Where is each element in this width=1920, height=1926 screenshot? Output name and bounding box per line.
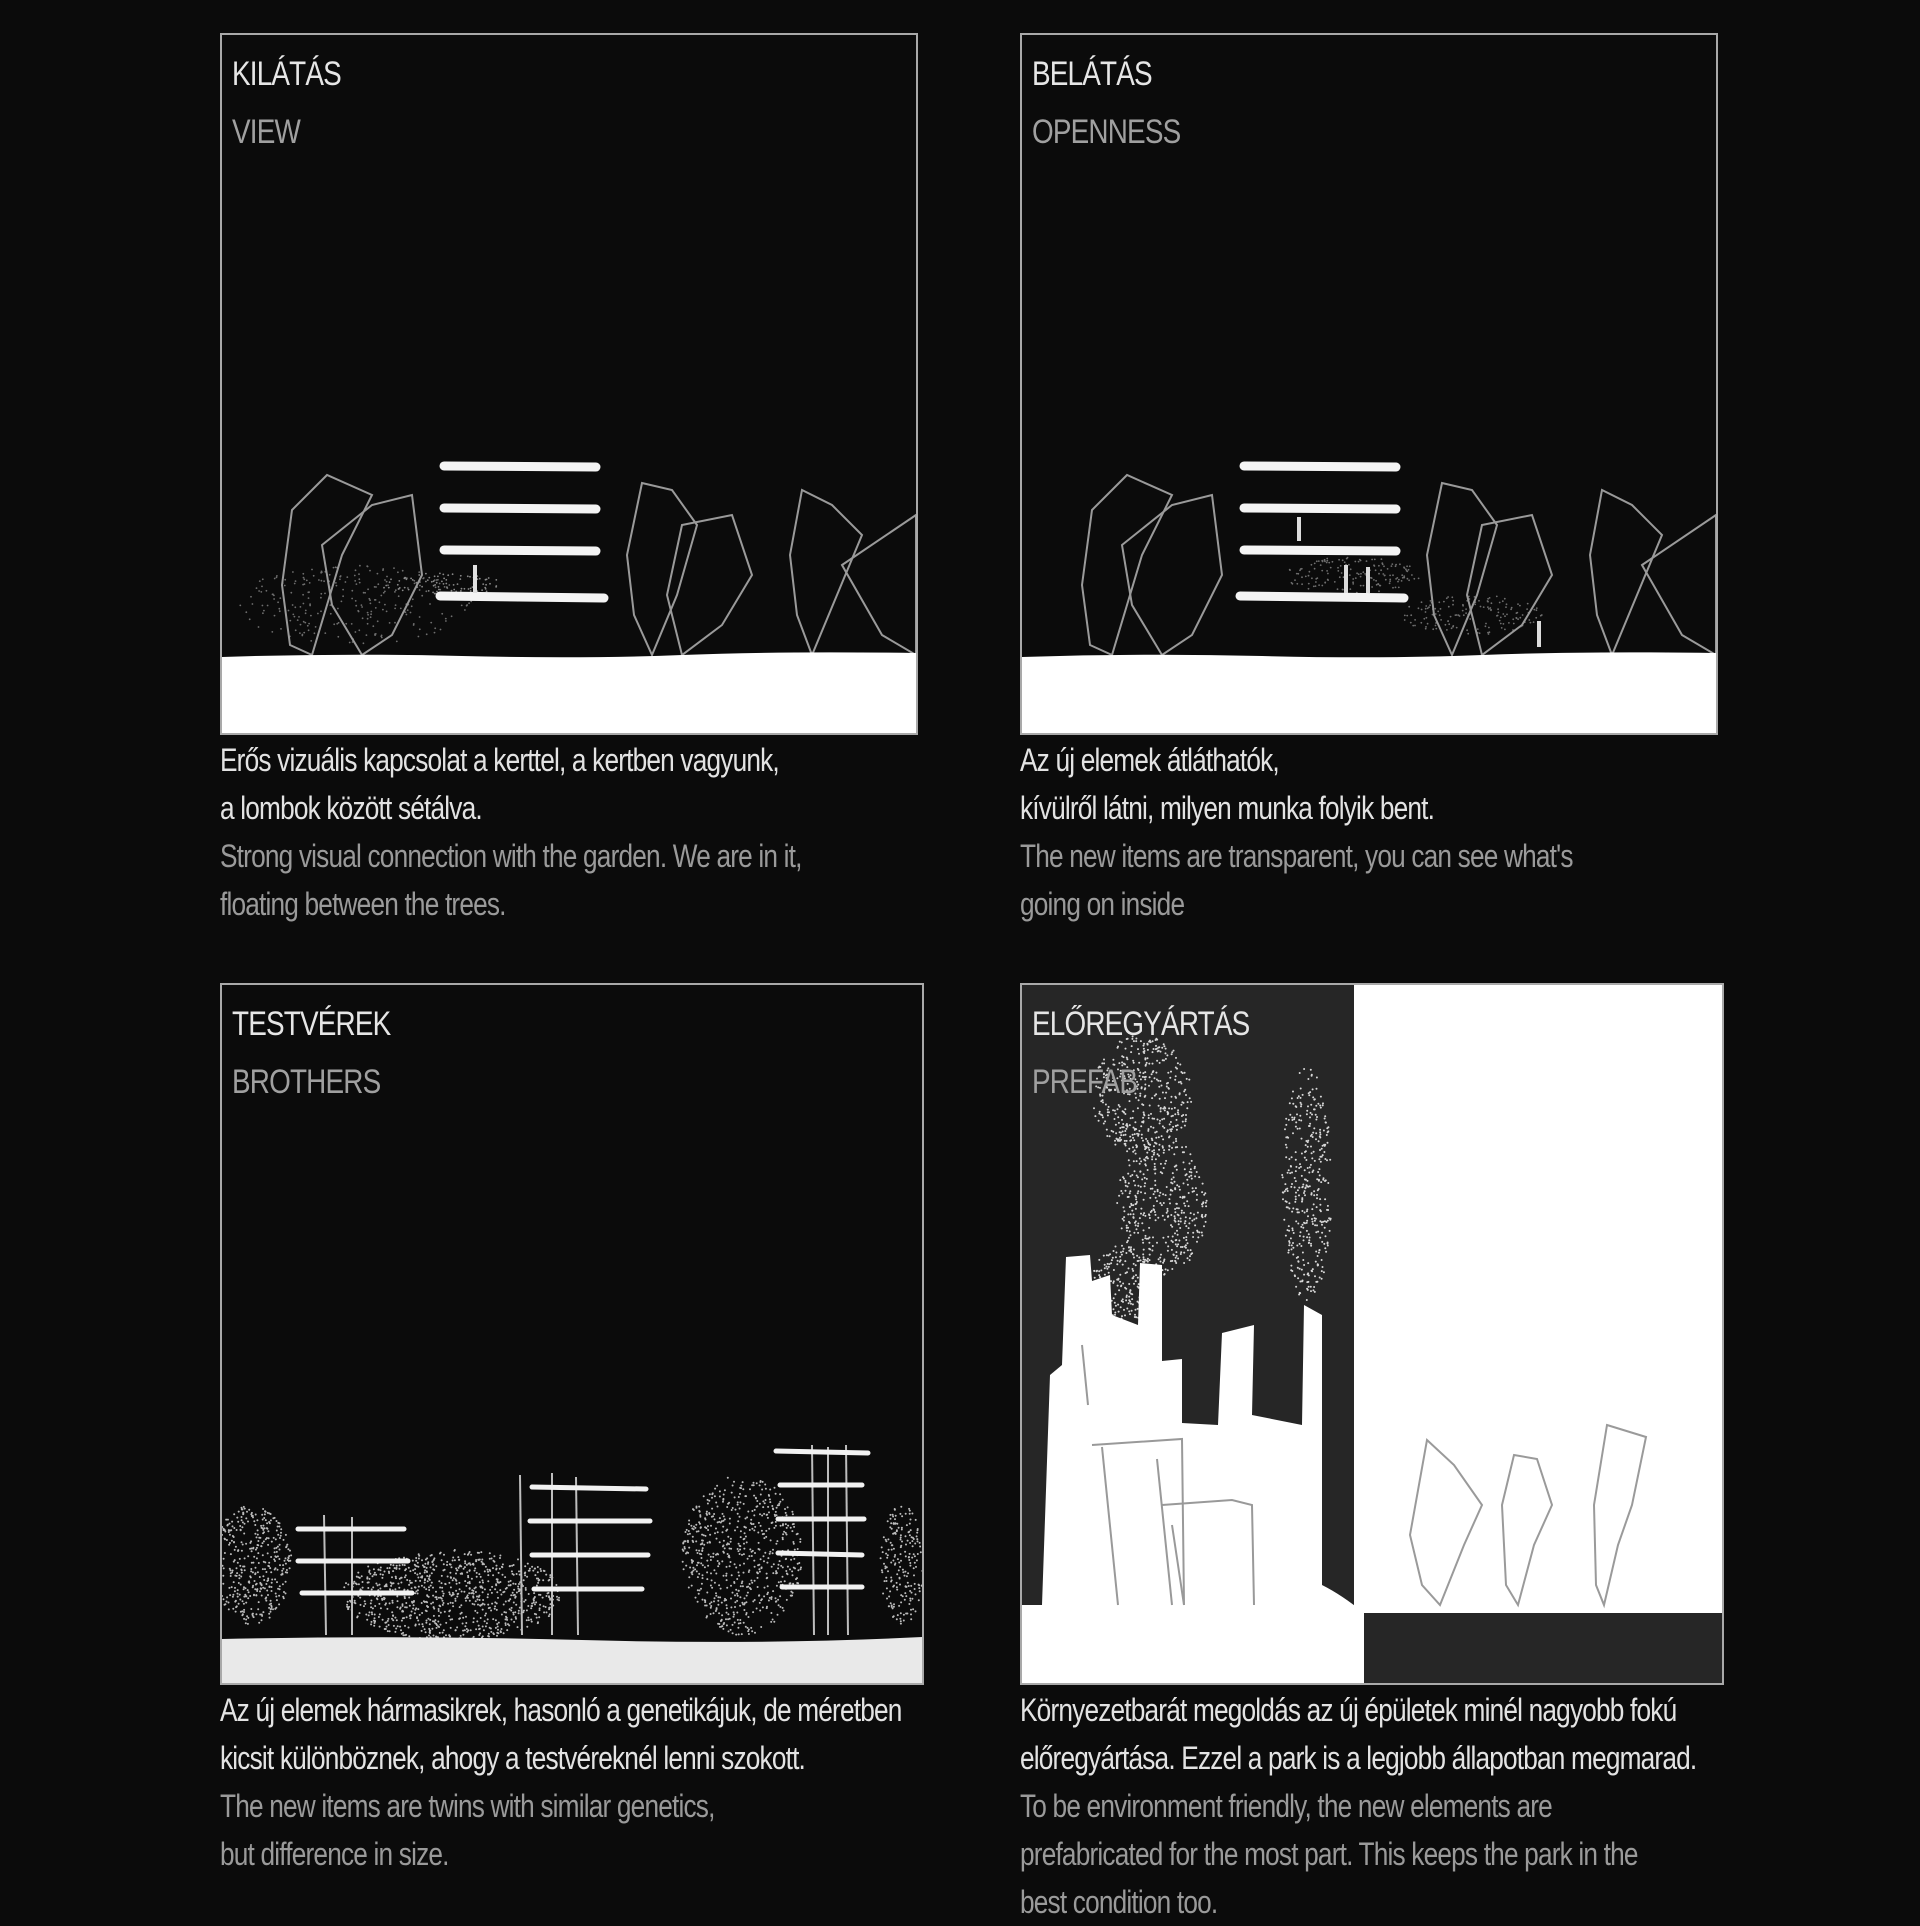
panel-openness-illustration <box>1020 33 1718 735</box>
prefab-dark-ground <box>1364 1613 1722 1683</box>
openness-caption <box>1020 736 1573 928</box>
view-caption-en-line1: Strong visual connection with the garden. We are in it, <box>220 838 802 874</box>
prefab-caption-en-line3: best condition too. <box>1020 1884 1218 1920</box>
prefab-caption-en-line1: To be environment friendly, the new elements are <box>1020 1788 1552 1824</box>
brothers-caption-hu-line1: Az új elemek hármasikrek, hasonló a genetikájuk, de méretben <box>220 1692 902 1728</box>
openness-people <box>1297 517 1541 647</box>
brothers-title-hu: TESTVÉREK <box>232 1005 391 1043</box>
prefab-white-side <box>1354 985 1722 1615</box>
view-spray-dots <box>239 565 497 644</box>
prefab-title-hu: ELŐREGYÁRTÁS <box>1032 1005 1250 1043</box>
openness-trees <box>1082 475 1716 655</box>
brothers-ground <box>222 1637 922 1683</box>
openness-title-hu: BELÁTÁS <box>1032 55 1152 93</box>
view-ground <box>222 652 916 733</box>
brothers-caption-en-line1: The new items are twins with similar genetics, <box>220 1788 715 1824</box>
brothers-title-en: BROTHERS <box>232 1063 381 1101</box>
openness-caption-hu-line1: Az új elemek átláthatók, <box>1020 742 1279 778</box>
brothers-floors <box>298 1451 868 1593</box>
prefab-title <box>1032 995 1249 1111</box>
view-caption-hu-line1: Erős vizuális kapcsolat a kerttel, a kertben vagyunk, <box>220 742 779 778</box>
brothers-title <box>232 995 390 1111</box>
openness-building-floors <box>1240 466 1404 598</box>
openness-title <box>1032 45 1180 161</box>
openness-caption-en-line1: The new items are transparent, you can see what's <box>1020 838 1573 874</box>
prefab-caption <box>1020 1686 1696 1926</box>
prefab-title-en: PREFAB <box>1032 1063 1138 1101</box>
prefab-caption-hu-line2: előregyártása. Ezzel a park is a legjobb állapotban megmarad. <box>1020 1740 1697 1776</box>
view-trees <box>282 475 916 655</box>
view-title-hu: KILÁTÁS <box>232 55 341 93</box>
view-caption <box>220 736 802 928</box>
view-caption-hu-line2: a lombok között sétálva. <box>220 790 482 826</box>
panel-view-illustration <box>220 33 918 735</box>
view-title <box>232 45 341 161</box>
panel-brothers-illustration <box>220 983 924 1685</box>
brothers-caption-hu-line2: kicsit különböznek, ahogy a testvéreknél lenni szokott. <box>220 1740 806 1776</box>
panel-prefab-illustration <box>1020 983 1724 1685</box>
openness-ground <box>1022 652 1716 733</box>
openness-caption-hu-line2: kívülről látni, milyen munka folyik bent. <box>1020 790 1435 826</box>
view-caption-en-line2: floating between the trees. <box>220 886 506 922</box>
brothers-caption <box>220 1686 902 1878</box>
brothers-caption-en-line2: but difference in size. <box>220 1836 449 1872</box>
openness-title-en: OPENNESS <box>1032 113 1181 151</box>
view-person <box>473 565 477 593</box>
view-building-floors <box>440 466 604 598</box>
prefab-caption-en-line2: prefabricated for the most part. This keeps the park in the <box>1020 1836 1638 1872</box>
view-title-en: VIEW <box>232 113 300 151</box>
brothers-foliage-dots <box>222 1477 922 1640</box>
openness-caption-en-line2: going on inside <box>1020 886 1185 922</box>
prefab-caption-hu-line1: Környezetbarát megoldás az új épületek minél nagyobb fokú <box>1020 1692 1677 1728</box>
